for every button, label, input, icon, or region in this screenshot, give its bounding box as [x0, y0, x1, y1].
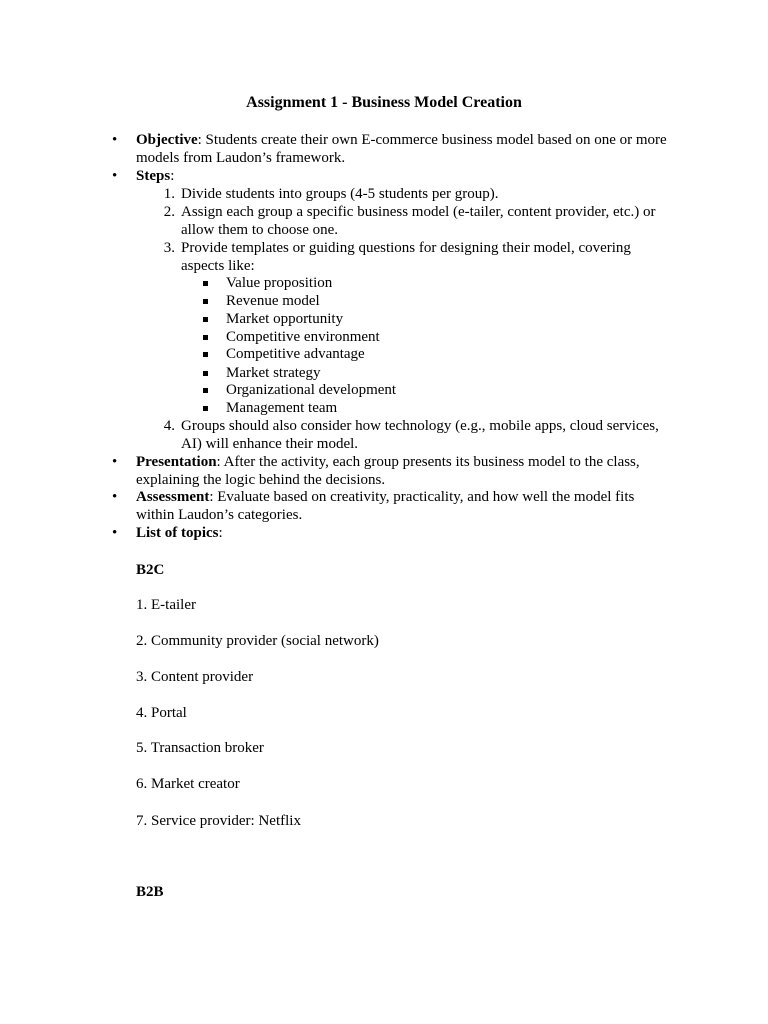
presentation-text-line2: explaining the logic behind the decisions. [136, 472, 386, 488]
b2c-heading [136, 561, 676, 579]
steps-label: Steps [136, 168, 171, 184]
assessment-text-line2: within Laudon’s categories. [136, 507, 303, 523]
bullet-steps [112, 167, 672, 185]
b2b-heading-text: B2B [136, 884, 164, 900]
bullet-glyph: • [112, 454, 118, 470]
bullet-objective [112, 131, 672, 167]
step-number: 3. [163, 240, 175, 256]
topic-item: 3. Content provider [136, 669, 254, 685]
aspect-item [203, 364, 603, 382]
presentation-text-line1: : After the activity, each group presents its business model to the class, [216, 454, 640, 470]
presentation-label: Presentation [136, 454, 217, 470]
step-number: 4. [163, 418, 175, 434]
square-bullet-icon [203, 388, 208, 393]
step-number: 2. [163, 204, 175, 220]
bullet-glyph: • [112, 525, 118, 541]
bullet-glyph: • [112, 489, 118, 505]
aspect-text: Competitive environment [226, 329, 380, 345]
objective-label: Objective [136, 132, 198, 148]
b2b-heading [136, 883, 676, 901]
steps-suffix: : [170, 168, 175, 184]
step-item [155, 203, 670, 239]
aspect-text: Market strategy [226, 365, 321, 381]
bullet-glyph: • [112, 132, 118, 148]
page-title: Assignment 1 - Business Model Creation [246, 94, 522, 111]
square-bullet-icon [203, 317, 208, 322]
step-text: Groups should also consider how technology (e.g., mobile apps, cloud services, [181, 418, 659, 434]
bullet-assessment [112, 488, 672, 524]
bullet-topics [112, 524, 672, 542]
topic-item: 2. Community provider (social network) [136, 633, 379, 649]
topics-suffix: : [218, 525, 223, 541]
bullet-presentation [112, 453, 672, 489]
topic-item: 6. Market creator [136, 776, 240, 792]
aspect-item [203, 345, 603, 363]
bullet-glyph: • [112, 168, 118, 184]
square-bullet-icon [203, 335, 208, 340]
assessment-label: Assessment [136, 489, 210, 505]
b2c-heading-text: B2C [136, 562, 165, 578]
square-bullet-icon [203, 352, 208, 357]
aspect-item [203, 381, 603, 399]
step-item [155, 239, 670, 275]
aspect-item [203, 292, 603, 310]
aspect-text: Revenue model [226, 293, 320, 309]
aspect-text: Value proposition [226, 275, 333, 291]
step-text: Provide templates or guiding questions for designing their model, covering [181, 240, 631, 256]
square-bullet-icon [203, 406, 208, 411]
square-bullet-icon [203, 371, 208, 376]
aspect-text: Competitive advantage [226, 346, 365, 362]
assessment-text-line1: : Evaluate based on creativity, practicality, and how well the model fits [209, 489, 635, 505]
aspect-item [203, 328, 603, 346]
topic-item: 7. Service provider: Netflix [136, 813, 301, 829]
aspect-item [203, 274, 603, 292]
aspect-text: Management team [226, 400, 338, 416]
topic-item: 4. Portal [136, 705, 187, 721]
objective-text-line1: : Students create their own E-commerce business model based on one or more [197, 132, 667, 148]
aspect-text: Organizational development [226, 382, 397, 398]
topics-label: List of topics [136, 525, 219, 541]
topic-item: 5. Transaction broker [136, 740, 264, 756]
step-text: allow them to choose one. [181, 222, 339, 238]
aspect-text: Market opportunity [226, 311, 344, 327]
step-text: aspects like: [181, 258, 255, 274]
objective-text-line2: models from Laudon’s framework. [136, 150, 346, 166]
topic-item: 1. E-tailer [136, 597, 196, 613]
aspect-item [203, 399, 603, 417]
aspect-item [203, 310, 603, 328]
step-number: 1. [163, 186, 175, 202]
step-item [155, 185, 670, 203]
step-text: Divide students into groups (4-5 students per group). [181, 186, 499, 202]
square-bullet-icon [203, 281, 208, 286]
step-item [155, 417, 670, 453]
square-bullet-icon [203, 299, 208, 304]
step-text: Assign each group a specific business model (e-tailer, content provider, etc.) or [181, 204, 656, 220]
step-text: AI) will enhance their model. [181, 436, 359, 452]
